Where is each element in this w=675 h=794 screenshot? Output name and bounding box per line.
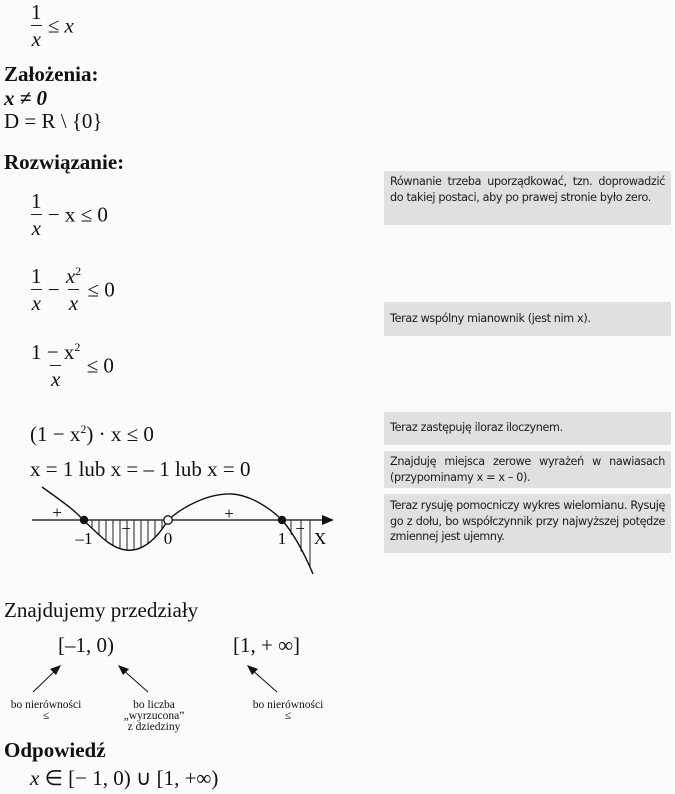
- solution-heading: Rozwiązanie:: [4, 150, 125, 174]
- note-graph: Teraz rysuję pomocniczy wykres wielomianu. Rysuję go z dołu, bo współczynnik przy najwyższej potędze zmiennej jest ujemny.: [384, 494, 671, 553]
- reason-line: bo nierówności: [10, 699, 82, 711]
- interval-reason-2: [110, 700, 198, 733]
- interval-reason-1: [2, 700, 90, 722]
- solution-step-1: [30, 191, 108, 239]
- fraction: [30, 2, 43, 50]
- step-right: ) · x ≤ 0: [86, 422, 154, 446]
- sign-label: −: [121, 519, 131, 538]
- fraction-1: [30, 266, 43, 314]
- denominator: x: [68, 291, 79, 315]
- note-quotient-product: Teraz zastępuję iloraz iloczynem.: [384, 412, 671, 445]
- sign-chart: [0, 480, 345, 580]
- answer-set: ∈ [− 1, 0) ∪ [1, +∞): [44, 766, 219, 790]
- domain-definition: D = R \ {0}: [4, 109, 103, 133]
- step-left: (1 − x: [30, 422, 81, 446]
- denominator: x: [51, 367, 61, 391]
- root-label-0: 0: [163, 529, 173, 548]
- numerator: 1: [31, 0, 42, 24]
- relation: ≤ x: [47, 13, 74, 38]
- problem-inequality: [30, 2, 74, 50]
- sign-label: +: [52, 503, 62, 522]
- solution-step-4: [30, 424, 154, 445]
- intervals-heading: Znajdujemy przedziały: [4, 598, 199, 622]
- assumption-condition: [4, 86, 47, 111]
- step-rest: − x ≤ 0: [47, 202, 108, 227]
- root-point-1: [278, 516, 286, 524]
- note-zeros: Znajduję miejsca zerowe wyrażeń w nawiasach (przypominamy x = x – 0).: [384, 451, 671, 488]
- solution-step-5: x = 1 lub x = – 1 lub x = 0: [30, 457, 251, 481]
- answer-variable: x: [30, 766, 40, 790]
- fraction-2: [65, 266, 82, 314]
- condition-text: x ≠ 0: [4, 86, 48, 110]
- interval-reason-3: [244, 700, 332, 722]
- interval-second: [1, + ∞]: [233, 633, 301, 657]
- root-label-1: 1: [277, 529, 287, 548]
- step-rest: ≤ 0: [86, 353, 114, 378]
- root-point-0: [164, 516, 172, 524]
- sign-label: +: [224, 504, 234, 523]
- interval-first: [–1, 0): [58, 633, 114, 657]
- fraction: [30, 342, 81, 390]
- reason-line: bo nierówności: [252, 699, 324, 711]
- numerator: 1: [31, 189, 42, 213]
- reason-line: bo liczba: [133, 699, 175, 711]
- reason-line: „wyrzucona”: [123, 710, 185, 722]
- denominator: x: [31, 27, 41, 51]
- reason-line: ≤: [284, 710, 292, 722]
- denominator: x: [31, 216, 41, 240]
- exponent: 2: [74, 340, 81, 354]
- exponent: 2: [80, 422, 87, 436]
- answer-expression: [30, 768, 218, 789]
- arrow-line: [251, 669, 277, 692]
- numerator: 1: [31, 264, 42, 288]
- step-rest: ≤ 0: [87, 277, 115, 302]
- root-label-minus-1: –1: [75, 529, 93, 548]
- minus-sign: −: [47, 277, 60, 302]
- note-reorder: Równanie trzeba uporządkować, tzn. doprowadzić do takiej postaci, aby po prawej stronie było zero.: [384, 171, 671, 225]
- reason-line: z dziedziny: [127, 721, 181, 733]
- solution-step-2: [30, 266, 115, 314]
- interval-arrows: [0, 655, 360, 695]
- denominator: x: [31, 291, 41, 315]
- exponent: 2: [75, 264, 82, 278]
- sign-label: −: [295, 519, 305, 538]
- solution-step-3: [30, 342, 114, 390]
- note-common-denominator: Teraz wspólny mianownik (jest nim x).: [384, 302, 671, 336]
- fraction: [30, 191, 43, 239]
- reason-line: ≤: [42, 710, 50, 722]
- axis-arrow-icon: [322, 515, 334, 525]
- assumptions-heading: Założenia:: [4, 62, 99, 86]
- axis-label: X: [313, 529, 327, 548]
- arrow-line: [33, 669, 57, 692]
- root-point-minus-1: [80, 516, 88, 524]
- numerator: x: [65, 264, 76, 288]
- answer-heading: Odpowiedź: [4, 738, 106, 762]
- numerator: 1 − x: [31, 340, 75, 364]
- arrow-line: [122, 669, 148, 692]
